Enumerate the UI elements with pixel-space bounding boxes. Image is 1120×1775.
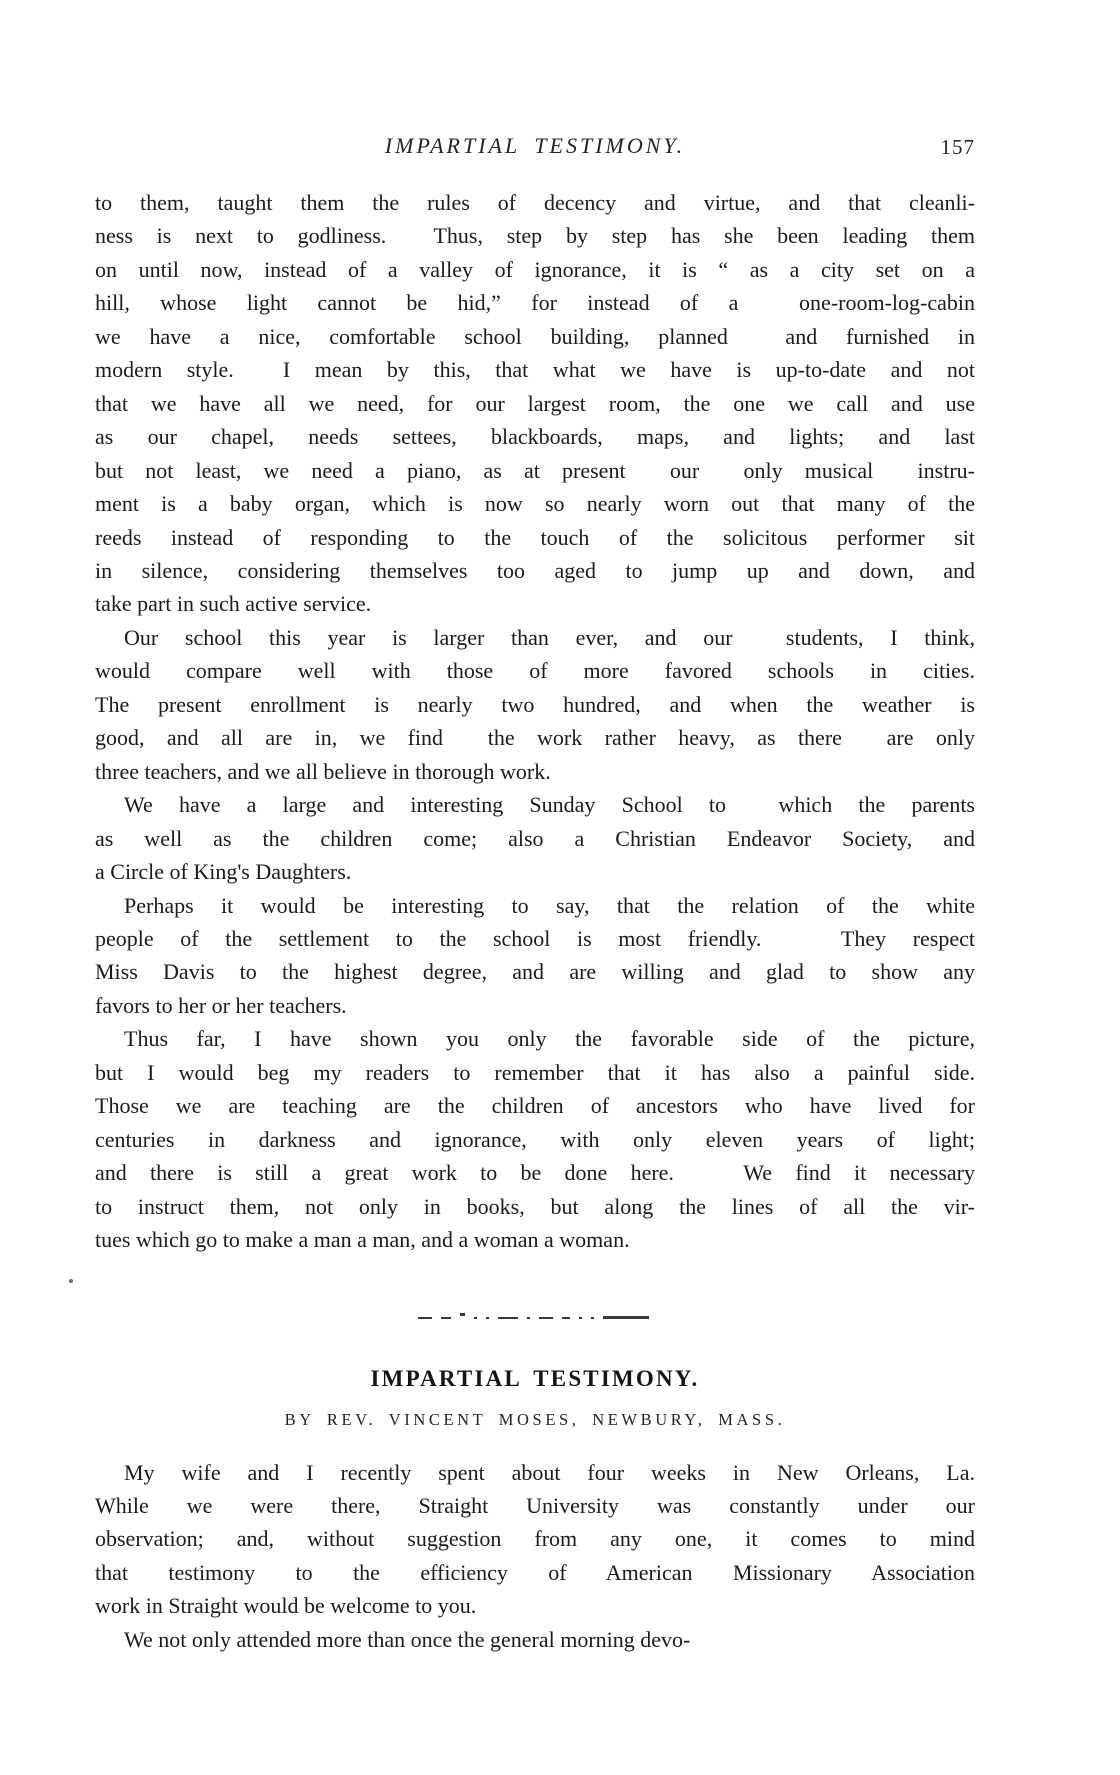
article-text [95,186,975,1656]
page-content [95,133,975,1656]
divider-dash [562,1317,570,1319]
text-line: Our school this year is larger than ever, and our students, I think, [124,624,975,650]
text-line: but not least, we need a piano, as at present our only musical instru- [95,457,975,483]
text-line: work in Straight would be welcome to you. [95,1593,477,1619]
text-line: Thus far, I have shown you only the favorable side of the picture, [124,1026,975,1052]
text-line: ness is next to godliness. Thus, step by step has she been leading them [95,223,975,249]
text-line: would compare well with those of more favored schools in cities. [95,658,975,684]
page-number: 157 [940,135,975,159]
running-header-title: IMPARTIAL TESTIMONY. [384,133,686,158]
text-line: We not only attended more than once the general morning devo- [124,1626,691,1652]
running-header [95,133,975,163]
text-line: and there is still a great work to be done here. We find it necessary [95,1160,975,1186]
divider-dash [474,1317,477,1319]
text-line: We have a large and interesting Sunday School to which the parents [124,792,975,818]
text-line: reeds instead of responding to the touch of the solicitous performer sit [95,524,975,550]
paragraph [95,889,975,1023]
text-line: that testimony to the efficiency of American Missionary Association [95,1559,975,1585]
divider-dash [603,1316,649,1319]
text-line: that we have all we need, for our largest room, the one we call and use [95,390,975,416]
text-line: take part in such active service. [95,591,372,617]
first-article-continuation [95,186,975,1257]
text-line: on until now, instead of a valley of ignorance, it is “ as a city set on a [95,256,975,282]
section-divider [418,1316,652,1320]
divider-dash [591,1317,594,1319]
divider-dash [539,1317,553,1319]
text-line: we have a nice, comfortable school building, planned and furnished in [95,323,975,349]
text-line: ment is a baby organ, which is now so nearly worn out that many of the [95,491,975,517]
text-line: Perhaps it would be interesting to say, that the relation of the white [124,892,975,918]
text-line: three teachers, and we all believe in thorough work. [95,758,551,784]
text-line: as our chapel, needs settees, blackboards, maps, and lights; and last [95,424,975,450]
text-line: modern style. I mean by this, that what we have is up-to-date and not [95,357,975,383]
article-byline: BY REV. VINCENT MOSES, NEWBURY, MASS. [284,1409,786,1429]
text-line: to them, taught them the rules of decency and virtue, and that cleanli- [95,190,975,215]
paragraph [95,788,975,888]
text-line: observation; and, without suggestion from any one, it comes to mind [95,1526,975,1552]
text-line: My wife and I recently spent about four weeks in New Orleans, La. [124,1459,975,1485]
text-line: Those we are teaching are the children of ancestors who have lived for [95,1093,975,1119]
paragraph [95,1022,975,1256]
text-line: people of the settlement to the school is most friendly. They respect [95,925,975,951]
text-line: The present enrollment is nearly two hundred, and when the weather is [95,691,975,717]
divider-dash [460,1313,465,1316]
article-heading: IMPARTIAL TESTIMONY. [370,1365,700,1391]
paragraph [95,186,975,621]
text-line: tues which go to make a man a man, and a woman a woman. [95,1227,630,1253]
divider-dash [486,1317,489,1319]
text-line: favors to her or her teachers. [95,992,347,1018]
text-line: centuries in darkness and ignorance, with only eleven years of light; [95,1126,975,1152]
divider-dash [441,1317,451,1319]
divider-dash [418,1317,432,1319]
paragraph [95,1623,975,1656]
paragraph [95,621,975,788]
divider-dash [579,1317,582,1319]
text-line: good, and all are in, we find the work rather heavy, as there are only [95,725,975,751]
paragraph [95,1456,975,1623]
text-line: a Circle of King's Daughters. [95,859,352,885]
divider-dash [527,1317,530,1319]
second-article-body [95,1456,975,1657]
text-line: While we were there, Straight University was constantly under our [95,1492,975,1518]
text-line: Miss Davis to the highest degree, and are willing and glad to show any [95,959,975,985]
text-line: to instruct them, not only in books, but along the lines of all the vir- [95,1193,975,1219]
text-line: hill, whose light cannot be hid,” for instead of a one-room-log-cabin [95,290,975,316]
scan-speck [69,1279,73,1283]
text-line: but I would beg my readers to remember that it has also a painful side. [95,1059,975,1085]
divider-dash [498,1317,518,1319]
text-line: as well as the children come; also a Christian Endeavor Society, and [95,825,975,851]
text-line: in silence, considering themselves too aged to jump up and down, and [95,557,975,583]
